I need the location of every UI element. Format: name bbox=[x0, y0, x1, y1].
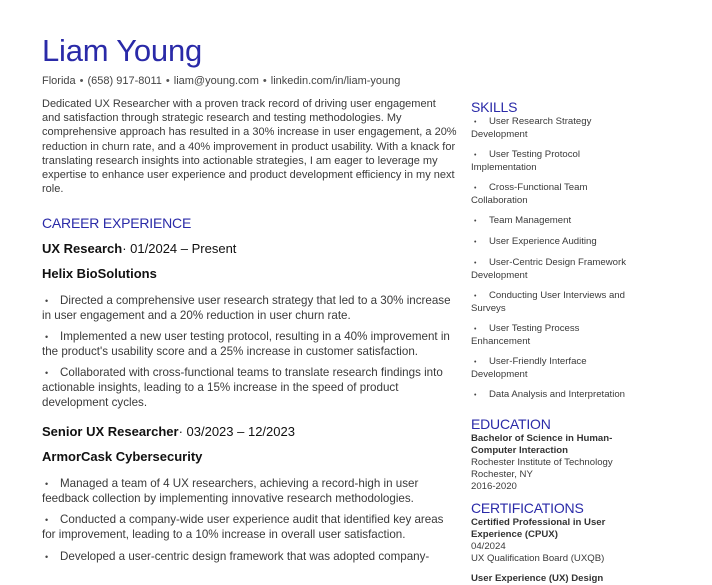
certifications-heading: CERTIFICATIONS bbox=[471, 500, 584, 516]
certification-name-partial: User Experience (UX) Design bbox=[471, 573, 604, 584]
bullet-icon: • bbox=[474, 185, 477, 192]
bullet-icon: • bbox=[474, 119, 477, 126]
bullet-icon: • bbox=[474, 260, 477, 267]
job-title-line bbox=[42, 240, 457, 257]
skill-text: Conducting User Interviews and Surveys bbox=[471, 290, 625, 314]
certification-issuer: UX Qualification Board (UXQB) bbox=[471, 553, 605, 564]
skill-item bbox=[471, 290, 631, 315]
job-entry bbox=[42, 240, 457, 410]
contact-location: Florida bbox=[42, 75, 76, 87]
job-bullet bbox=[42, 550, 457, 565]
bullet-icon: • bbox=[45, 515, 49, 526]
skill-text: User Research Strategy Development bbox=[471, 116, 592, 140]
job-bullet bbox=[42, 294, 457, 323]
separator-dot: • bbox=[165, 75, 170, 87]
bullet-text: Directed a comprehensive user research strategy that led to a 30% increase in user engagement and a 20% reduction in user churn rate. bbox=[42, 294, 451, 322]
skill-item bbox=[471, 149, 631, 174]
certification-name: Certified Professional in User Experience (CPUX) bbox=[471, 517, 606, 540]
job-bullet bbox=[42, 330, 457, 359]
bullet-icon: • bbox=[474, 359, 477, 366]
education-years: 2016-2020 bbox=[471, 481, 517, 492]
education-school: Rochester Institute of Technology bbox=[471, 457, 613, 468]
job-role: Senior UX Researcher bbox=[42, 424, 179, 440]
skill-text: User-Centric Design Framework Development bbox=[471, 257, 627, 281]
skill-text: User Experience Auditing bbox=[489, 236, 597, 247]
bullet-icon: • bbox=[474, 293, 477, 300]
bullet-icon: • bbox=[45, 479, 49, 490]
experience-section bbox=[42, 214, 457, 571]
education-heading: EDUCATION bbox=[471, 416, 551, 432]
skill-item bbox=[471, 182, 631, 207]
skill-text: User-Friendly Interface Development bbox=[471, 356, 587, 380]
bullet-icon: • bbox=[474, 218, 477, 225]
job-entry bbox=[42, 423, 457, 564]
skill-item bbox=[471, 356, 631, 381]
job-dates: · 01/2024 – Present bbox=[122, 241, 237, 256]
skill-text: User Testing Protocol Implementation bbox=[471, 149, 581, 173]
skill-text: User Testing Process Enhancement bbox=[471, 323, 580, 347]
bullet-text: Collaborated with cross-functional teams to translate research findings into actionable insights, leading to a 15% increase in the speed of product development cycles. bbox=[42, 366, 443, 409]
skill-text: Cross-Functional Team Collaboration bbox=[471, 182, 588, 206]
contact-line bbox=[42, 74, 400, 88]
candidate-name: Liam Young bbox=[42, 33, 203, 68]
bullet-icon: • bbox=[474, 152, 477, 159]
bullet-text: Managed a team of 4 UX researchers, achieving a record-high in user feedback collection by implementing innovative research methodologies. bbox=[42, 477, 419, 505]
bullet-text: Conducted a company-wide user experience audit that identified key areas for improvement, leading to a 10% increase in overall user satisfaction. bbox=[42, 513, 444, 541]
bullet-icon: • bbox=[45, 368, 49, 379]
skills-list bbox=[471, 116, 631, 402]
skill-item bbox=[471, 116, 631, 141]
separator-dot: • bbox=[262, 75, 267, 87]
skill-text: Data Analysis and Interpretation bbox=[489, 389, 625, 400]
bullet-icon: • bbox=[45, 332, 49, 343]
skill-text: Team Management bbox=[489, 215, 572, 226]
job-bullet bbox=[42, 513, 457, 542]
job-company: Helix BioSolutions bbox=[42, 266, 157, 281]
skills-heading: SKILLS bbox=[471, 99, 518, 115]
job-bullets bbox=[42, 477, 457, 564]
job-bullets bbox=[42, 294, 457, 410]
separator-dot: • bbox=[79, 75, 84, 87]
bullet-icon: • bbox=[474, 392, 477, 399]
experience-heading: CAREER EXPERIENCE bbox=[42, 215, 192, 231]
contact-phone: (658) 917-8011 bbox=[87, 75, 162, 87]
sidebar-column bbox=[471, 99, 631, 585]
skill-item bbox=[471, 215, 631, 228]
contact-linkedin[interactable]: linkedin.com/in/liam-young bbox=[270, 75, 401, 87]
bullet-icon: • bbox=[474, 326, 477, 333]
job-title-line bbox=[42, 423, 457, 440]
job-company: ArmorCask Cybersecurity bbox=[42, 449, 203, 465]
skill-item bbox=[471, 236, 631, 249]
job-dates: · 03/2023 – 12/2023 bbox=[178, 424, 295, 440]
skill-item bbox=[471, 389, 631, 402]
professional-summary: Dedicated UX Researcher with a proven track record of driving user engagement and satisfaction through strategic research and testing methodologies. My comprehensive approach has resulted in a 30% increase in user engagement, a 20% reduction in churn rate, and a 40% improvement in product usability. With a knack for translating research insights into actionable strategies, I am eager to leverage my expertise to enhance user experience and product development efficiency in my next role. bbox=[42, 98, 457, 196]
education-location: Rochester, NY bbox=[471, 469, 533, 480]
education-section bbox=[471, 416, 631, 493]
bullet-icon: • bbox=[45, 296, 49, 306]
bullet-icon: • bbox=[474, 239, 477, 246]
skill-item bbox=[471, 257, 631, 282]
bullet-text: Implemented a new user testing protocol, resulting in a 40% improvement in the product's usability score and a 25% increase in customer satisfaction. bbox=[42, 330, 450, 358]
skill-item bbox=[471, 323, 631, 348]
contact-email[interactable]: liam@young.com bbox=[173, 75, 259, 87]
certification-date: 04/2024 bbox=[471, 541, 506, 552]
job-role: UX Research bbox=[42, 241, 123, 256]
job-bullet bbox=[42, 366, 457, 410]
education-degree: Bachelor of Science in Human-Computer Interaction bbox=[471, 433, 613, 456]
bullet-icon: • bbox=[45, 551, 49, 562]
bullet-text: Developed a user-centric design framework that was adopted company- bbox=[60, 549, 430, 563]
certifications-section bbox=[471, 500, 631, 585]
job-bullet bbox=[42, 477, 457, 506]
